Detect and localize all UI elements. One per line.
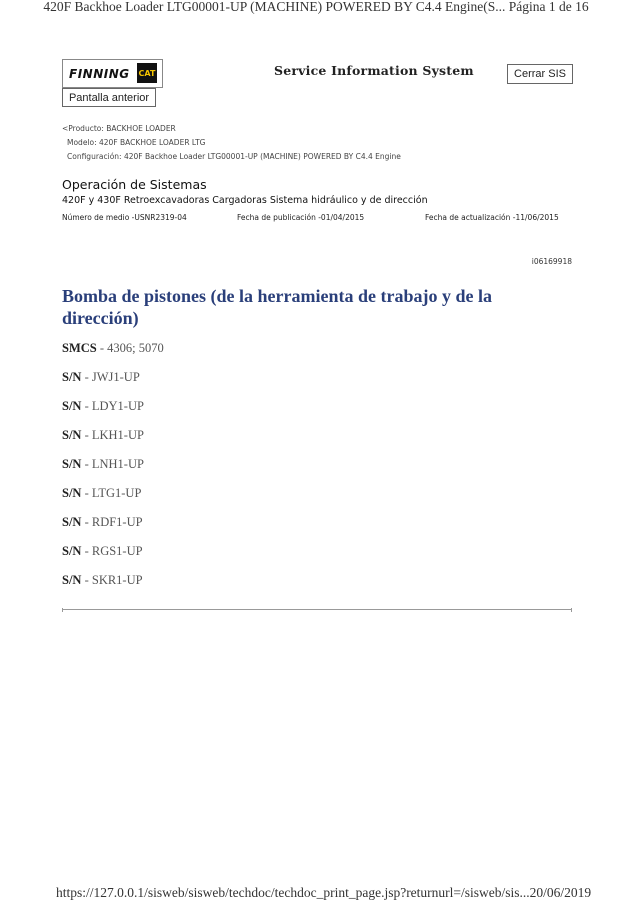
sn-label: S/N xyxy=(62,573,82,587)
serial-number-item xyxy=(62,486,144,515)
document-title: Bomba de pistones (de la herramienta de trabajo y de la dirección) xyxy=(62,286,492,328)
sn-label: S/N xyxy=(62,457,82,471)
serial-number-list xyxy=(62,370,144,602)
configuration-line: Configuración: 420F Backhoe Loader LTG00001-UP (MACHINE) POWERED BY C4.4 Engine xyxy=(67,152,401,161)
horizontal-divider xyxy=(62,609,572,610)
smcs-label: SMCS xyxy=(62,341,97,355)
serial-number-item xyxy=(62,370,144,399)
serial-number-item xyxy=(62,457,144,486)
print-header: 420F Backhoe Loader LTG00001-UP (MACHINE) POWERED BY C4.4 Engine(S... Página 1 de 16 xyxy=(43,0,589,14)
serial-number-item xyxy=(62,544,144,573)
sn-label: S/N xyxy=(62,370,82,384)
sn-value: - LTG1-UP xyxy=(81,486,142,500)
sn-label: S/N xyxy=(62,428,82,442)
smcs-line xyxy=(62,341,164,356)
finning-logo-text: FINNING xyxy=(69,67,130,81)
model-line: Modelo: 420F BACKHOE LOADER LTG xyxy=(67,138,206,147)
media-number: Número de medio -USNR2319-04 xyxy=(62,213,187,222)
serial-number-item xyxy=(62,573,144,602)
update-date: Fecha de actualización -11/06/2015 xyxy=(425,213,559,222)
serial-number-item xyxy=(62,399,144,428)
previous-screen-button[interactable]: Pantalla anterior xyxy=(62,88,156,107)
serial-number-item xyxy=(62,428,144,457)
sn-label: S/N xyxy=(62,544,82,558)
publication-info xyxy=(62,213,574,225)
serial-number-item xyxy=(62,515,144,544)
sn-value: - RDF1-UP xyxy=(81,515,143,529)
print-footer xyxy=(56,885,592,900)
section-subtitle: 420F y 430F Retroexcavadoras Cargadoras Sistema hidráulico y de dirección xyxy=(62,195,428,206)
sn-label: S/N xyxy=(62,486,82,500)
footer-date: 20/06/2019 xyxy=(529,885,592,900)
sn-label: S/N xyxy=(62,399,82,413)
sn-value: - SKR1-UP xyxy=(81,573,143,587)
section-title: Operación de Sistemas xyxy=(62,177,207,192)
finning-cat-logo xyxy=(62,59,163,88)
cat-logo-icon: CAT xyxy=(137,63,157,83)
close-sis-button[interactable]: Cerrar SIS xyxy=(507,64,573,84)
sis-title: Service Information System xyxy=(274,63,474,78)
footer-url: https://127.0.0.1/sisweb/sisweb/techdoc/techdoc_print_page.jsp?returnurl=/sisweb/sis... xyxy=(56,885,530,900)
sn-value: - LKH1-UP xyxy=(81,428,144,442)
product-line: <Producto: BACKHOE LOADER xyxy=(62,124,176,133)
document-id: i06169918 xyxy=(531,257,572,266)
sn-value: - LNH1-UP xyxy=(81,457,144,471)
publication-date: Fecha de publicación -01/04/2015 xyxy=(237,213,365,222)
sn-label: S/N xyxy=(62,515,82,529)
sn-value: - JWJ1-UP xyxy=(81,370,140,384)
smcs-value: - 4306; 5070 xyxy=(96,341,164,355)
sn-value: - LDY1-UP xyxy=(81,399,144,413)
sn-value: - RGS1-UP xyxy=(81,544,143,558)
brand-bar xyxy=(62,59,574,87)
